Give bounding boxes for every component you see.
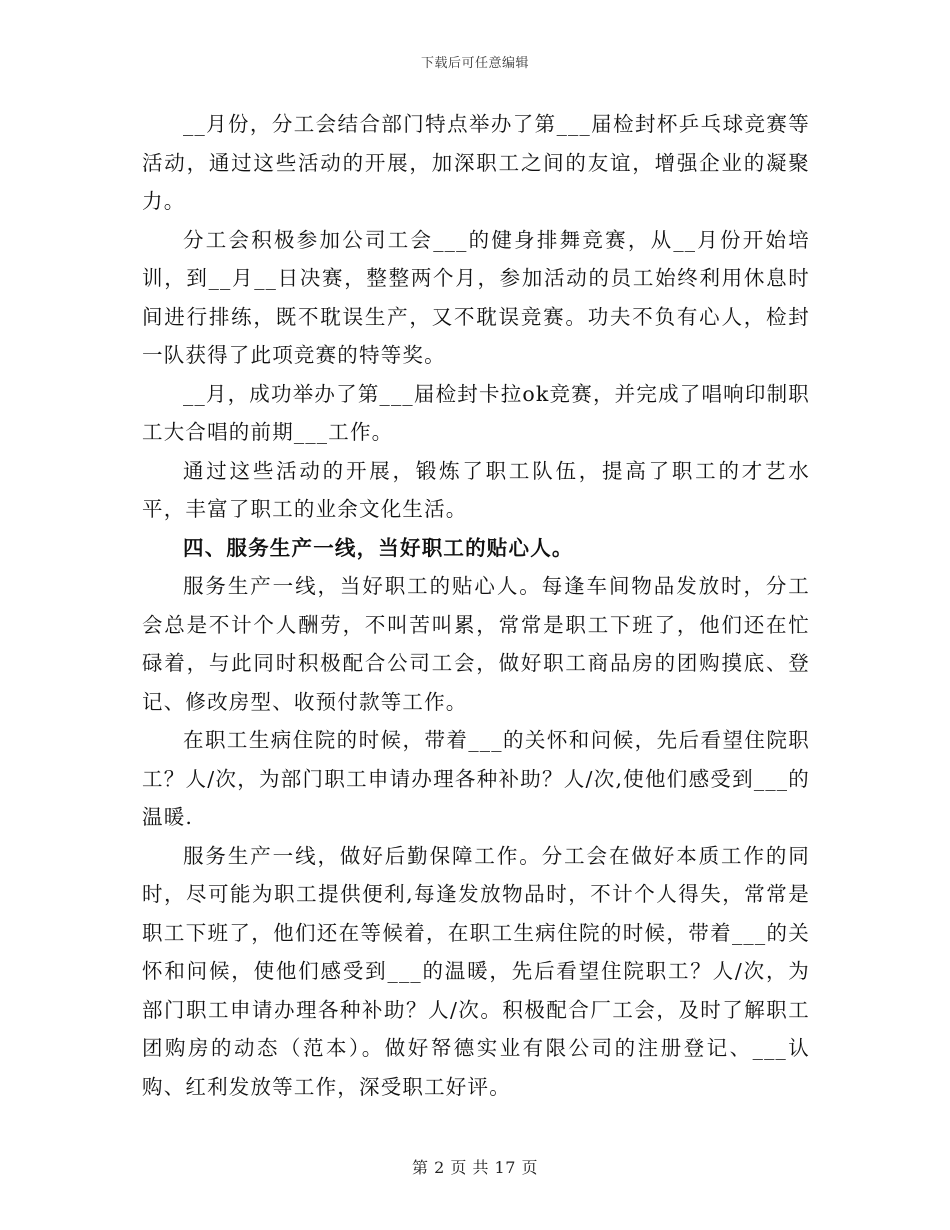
document-body: [142, 105, 810, 1106]
paragraph-logistics: 服务生产一线，做好后勤保障工作。分工会在做好本质工作的同时，尽可能为职工提供便利,每逢发放物品时，不计个人得失，常常是职工下班了，他们还在等候着，在职工生病住院的时候，带着___的关怀和问候，使他们感受到___的温暖，先后看望住院职工？人/次，为部门职工申请办理各种补助？人/次。积极配合厂工会，及时了解职工团购房的动态（范本）。做好帑德实业有限公司的注册登记、___认购、红利发放等工作，深受职工好评。: [142, 843, 810, 1099]
paragraph-activities-summary: 通过这些活动的开展，锻炼了职工队伍，提高了职工的才艺水平，丰富了职工的业余文化生活。: [142, 458, 810, 521]
page-number: 第 2 页 共 17 页: [412, 1158, 538, 1177]
paragraph-activities: __月份，分工会结合部门特点举办了第___届检封杯乒乓球竞赛等活动，通过这些活动的开展，加深职工之间的友谊，增强企业的凝聚力。: [142, 112, 810, 213]
section-heading-4: 四、服务生产一线，当好职工的贴心人。: [183, 535, 574, 560]
paragraph-dance-competition: 分工会积极参加公司工会___的健身排舞竞赛，从__月份开始培训，到__月__日决赛，整整两个月，参加活动的员工始终利用休息时间进行排练，既不耽误生产，又不耽误竞赛。功夫不负有心人，检封一队获得了此项竞赛的特等奖。: [142, 227, 810, 367]
paragraph-service-production: 服务生产一线，当好职工的贴心人。每逢车间物品发放时，分工会总是不计个人酬劳，不叫苦叫累，常常是职工下班了，他们还在忙碌着，与此同时积极配合公司工会，做好职工商品房的团购摸底、登记、修改房型、收预付款等工作。: [142, 574, 810, 714]
page-header: 下载后可任意编辑: [420, 56, 529, 71]
paragraph-karaoke: __月，成功举办了第___届检封卡拉ok竞赛，并完成了唱响印制职工大合唱的前期___工作。: [142, 381, 810, 444]
paragraph-hospital-visits: 在职工生病住院的时候，带着___的关怀和问候，先后看望住院职工？人/次，为部门职工申请办理各种补助？人/次,使他们感受到___的温暖.: [142, 728, 810, 829]
